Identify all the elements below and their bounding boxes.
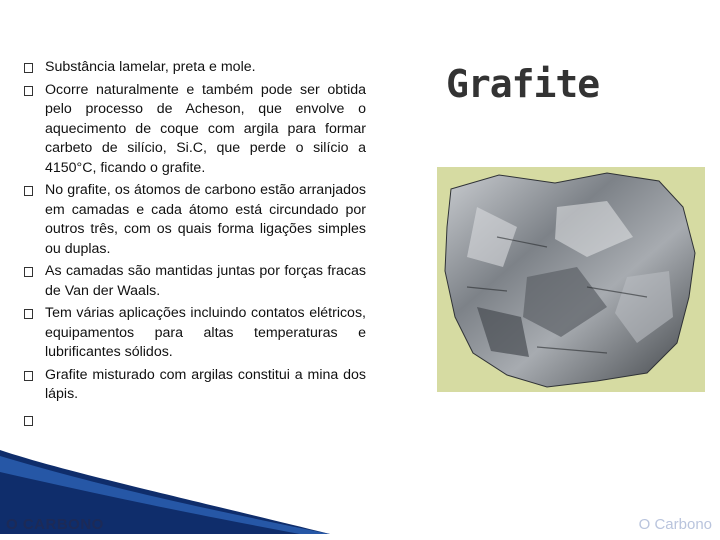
bullet-item bbox=[22, 58, 366, 78]
bullet-text: Substância lamelar, preta e mole. bbox=[45, 59, 256, 75]
graphite-rock-image bbox=[437, 167, 705, 392]
bullet-list bbox=[22, 58, 366, 433]
footer-right-label: O Carbono bbox=[638, 516, 712, 533]
bullet-item bbox=[22, 181, 366, 259]
square-bullet-icon bbox=[24, 86, 33, 96]
square-bullet-icon bbox=[24, 416, 33, 426]
graphite-rock-graphic bbox=[437, 167, 705, 392]
bullet-text: Tem várias aplicações incluindo contatos elétricos, equipamentos para altas temperaturas e lubrificantes sólidos. bbox=[45, 305, 366, 360]
bullet-text: Ocorre naturalmente e também pode ser obtida pelo processo de Acheson, que envolve o aquecimento de coque com argila para formar carbeto de silício, Si.C, que perde o silício a 4150°C, ficando o grafite. bbox=[45, 81, 366, 176]
bullet-item bbox=[22, 81, 366, 179]
bullet-text: As camadas são mantidas juntas por forças fracas de Van der Waals. bbox=[45, 263, 366, 299]
bullet-item bbox=[22, 366, 366, 405]
bullet-item bbox=[22, 262, 366, 301]
square-bullet-icon bbox=[24, 309, 33, 319]
bullet-text: No grafite, os átomos de carbono estão arranjados em camadas e cada átomo está circundado por outros três, com os quais forma ligações simples ou duplas. bbox=[45, 182, 366, 257]
slide-title: Grafite bbox=[446, 62, 600, 106]
bullet-item bbox=[22, 304, 366, 363]
footer-left-label: O CARBONO bbox=[6, 516, 104, 533]
square-bullet-icon bbox=[24, 186, 33, 196]
bullet-text: Grafite misturado com argilas constitui a mina dos lápis. bbox=[45, 366, 366, 402]
square-bullet-icon bbox=[24, 63, 33, 73]
footer-swoosh-decoration bbox=[0, 450, 720, 540]
square-bullet-icon bbox=[24, 267, 33, 277]
square-bullet-icon bbox=[24, 371, 33, 381]
empty-bullet-item bbox=[22, 411, 366, 430]
